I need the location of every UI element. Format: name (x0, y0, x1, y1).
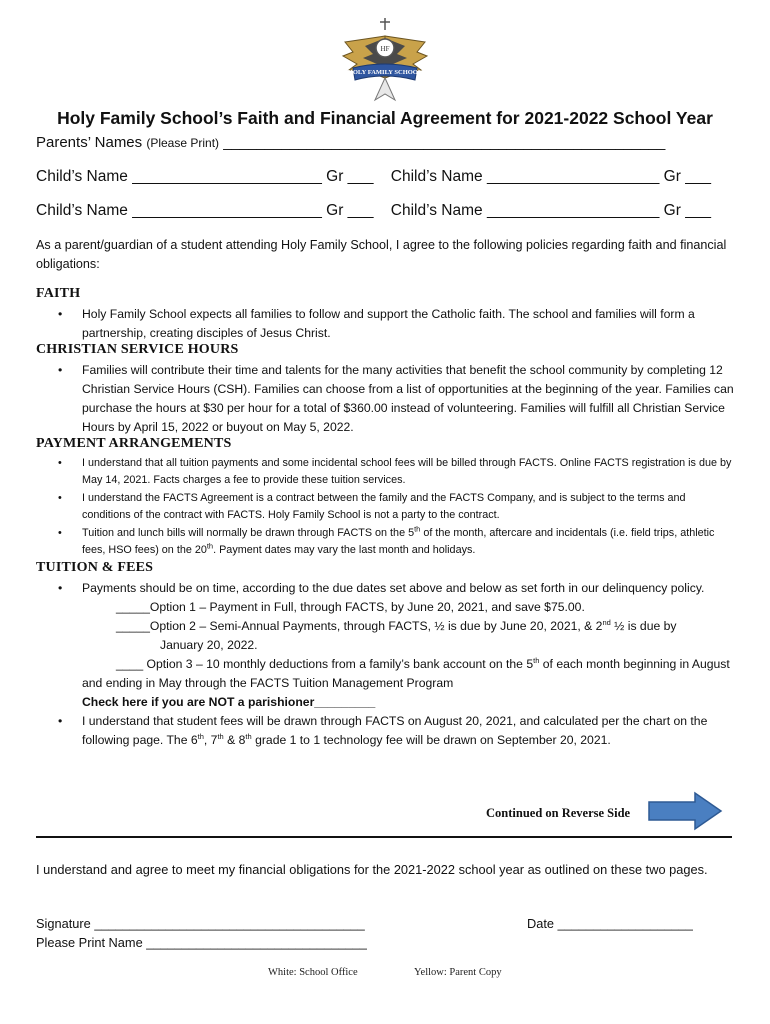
list-item (36, 712, 736, 750)
parents-hint: (Please Print) (146, 136, 220, 150)
option-2-b: ½ is due by (610, 619, 677, 633)
tuition-item2-sup2: th (217, 731, 224, 741)
continued-note: Continued on Reverse Side (486, 806, 631, 820)
tuition-item2-sup3: th (245, 731, 252, 741)
child-row-1[interactable]: Child’s Name ______________________ Gr ___ Child’s Name ____________________ Gr ___ (36, 168, 712, 185)
list-item: • I understand the FACTS Agreement is a contract between the family and the FACTS Company, and is subject to the terms and conditions of the contract with FACTS. Holy Family School is not a party to the contract. (36, 490, 736, 525)
list-item (36, 525, 736, 560)
option-2[interactable] (36, 617, 736, 636)
section-heading-payment: PAYMENT ARRANGEMENTS (36, 436, 232, 451)
faith-list (36, 305, 736, 343)
tuition-item2-b: , 7 (203, 733, 218, 747)
payment-list (36, 455, 736, 559)
school-logo (339, 16, 431, 104)
logo-banner-text: HOLY FAMILY SCHOOL (347, 69, 423, 76)
option-3-sup: th (533, 655, 540, 665)
payment-item3-a: Tuition and lunch bills will normally be drawn through FACTS on the 5 (82, 526, 415, 539)
tuition-item2-sup1: th (197, 731, 204, 741)
option-3-a: ____ Option 3 – 10 monthly deductions from a family’s bank account on the 5 (116, 657, 534, 671)
option-1[interactable]: _____Option 1 – Payment in Full, through FACTS, by June 20, 2021, and save $75.00. (116, 600, 585, 614)
date-field[interactable]: Date ___________________ (527, 916, 693, 931)
parents-label: Parents’ Names (36, 134, 143, 151)
option-2-sup: nd (602, 617, 611, 627)
section-heading-faith: FAITH (36, 286, 81, 301)
payment-item3-b: of the month, aftercare and incidentals (i.e. field trips, athletic fees, HSO fees) on the 20 (82, 526, 715, 557)
list-item: • Holy Family School expects all families to follow and support the Catholic faith. The school and families will form a partnership, creating disciples of Jesus Christ. (36, 305, 736, 343)
child-row-2[interactable]: Child’s Name ______________________ Gr ___ Child’s Name ____________________ Gr ___ (36, 202, 712, 219)
agreement-paragraph: I understand and agree to meet my financial obligations for the 2021-2022 school year as outlined on these two pages. (36, 862, 708, 877)
tuition-item2-a: I understand that student fees will be drawn through FACTS on August 20, 2021, and calculated per the chart on the following page. The 6 (82, 714, 708, 747)
service-list (36, 361, 736, 437)
tuition-item2-d: grade 1 to 1 technology fee will be drawn on September 20, 2021. (251, 733, 611, 747)
option-2-cont: January 20, 2022. (160, 638, 258, 652)
list-item: • Payments should be on time, according to the due dates set above and below as set forth in our delinquency policy. (36, 579, 736, 598)
tuition-item2-c: & 8 (223, 733, 246, 747)
signature-field[interactable]: Signature ______________________________________ (36, 916, 365, 931)
divider (36, 836, 732, 838)
footer-yellow-copy: Yellow: Parent Copy (414, 967, 502, 978)
tuition-list (36, 579, 736, 750)
svg-text:HF: HF (380, 45, 390, 53)
intro-paragraph: As a parent/guardian of a student attending Holy Family School, I agree to the following policies regarding faith and financial obligations: (36, 238, 727, 271)
option-3[interactable] (36, 655, 736, 693)
print-name-field[interactable]: Please Print Name _______________________________ (36, 935, 367, 950)
footer-white-copy: White: School Office (268, 967, 358, 978)
not-parishioner-check[interactable]: Check here if you are NOT a parishioner_________ (82, 695, 376, 709)
section-heading-service: CHRISTIAN SERVICE HOURS (36, 342, 239, 357)
eagle-crest-icon (339, 16, 431, 104)
page-title: Holy Family School’s Faith and Financial Agreement for 2021-2022 School Year (57, 108, 713, 128)
list-item: • Families will contribute their time and talents for the many activities that benefit the school community by completing 12 Christian Service Hours (CSH). Families can choose from a list of opportunities at the beginning of the year. Families can purchase the hours at $30 per hour for a total of $360.00 instead of volunteering. Families will fulfill all Christian Service Hours by April 15, 2022 or buyout on May 5, 2022. (36, 361, 736, 437)
list-item: • I understand that all tuition payments and some incidental school fees will be billed through FACTS. Online FACTS registration is due by May 14, 2021. Facts charges a fee to provide these tuition services. (36, 455, 736, 490)
parents-names-row[interactable] (36, 134, 665, 151)
right-arrow-icon (647, 791, 723, 831)
payment-item3-sup2: th (206, 541, 214, 551)
section-heading-tuition: TUITION & FEES (36, 560, 154, 575)
option-2-a: _____Option 2 – Semi-Annual Payments, through FACTS, ½ is due by June 20, 2021, & 2 (116, 619, 603, 633)
option-3-b: of each month beginning in August and ending in May through the FACTS Tuition Management Program (82, 657, 730, 690)
parents-blank[interactable]: _____________________________________________________ (223, 134, 666, 151)
payment-item3-sup1: th (414, 524, 421, 534)
payment-item3-c: . Payment dates may vary the last month and holidays. (213, 544, 476, 557)
